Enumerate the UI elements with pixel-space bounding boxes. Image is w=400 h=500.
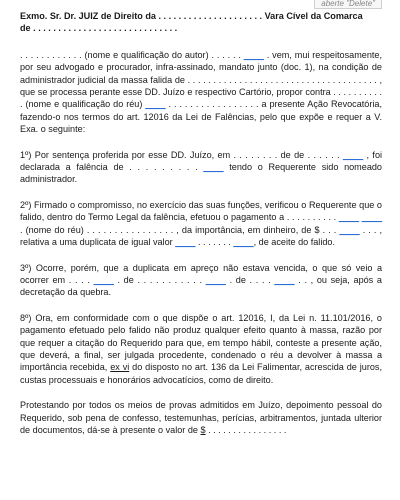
blank-field-link[interactable]: ____ <box>243 49 264 60</box>
p5-text-a: Protestando por todos os meios de provas admitidos em Juízo, depoimento pessoal do Requerido, sob pena de confesso, testemunhas, perícias, arbitramentos, juntada ulterior de documentos, dá-se à presente o valor de <box>20 400 382 435</box>
p3-text-a: 3º) Ocorre, porém, que a duplicata em apreço não estava vencida, o que só veio a ocorrer em . . . . <box>20 262 382 285</box>
blank-field-link[interactable]: ____ <box>205 274 226 285</box>
blank-field-link[interactable]: ____ <box>93 274 114 285</box>
blank-field-link[interactable]: ____ <box>274 274 295 285</box>
p2-text-c: . . . , relativa a uma duplicata de igual valor <box>20 224 383 248</box>
heading-line-2: de . . . . . . . . . . . . . . . . . . . . . . . . . . . . . <box>20 23 178 34</box>
blank-field-link[interactable]: ____ <box>233 237 254 248</box>
p2-text-b: . (nome do réu) . . . . . . . . . . . . . . . . , da importância, em dinheiro, de $ . . . <box>20 224 337 235</box>
blank-field-link[interactable]: ____ <box>145 99 166 110</box>
blank-field-link[interactable]: ____ <box>175 237 196 248</box>
paragraph-intro <box>20 49 382 136</box>
blank-field-link[interactable]: ____ <box>203 162 224 173</box>
document-body <box>20 10 382 449</box>
paragraph-4 <box>20 312 382 386</box>
p4-text-a: 8º) Ora, em conformidade com o que dispõe o art. 12016, I, da Lei n. 11.101/2016, o pagamento efetuado pelo falido não produz qualquer efeito quanto à massa, razão por que requer a citação do Requerido para que, em tempo hábil, conteste a presente ação, que deverá, a final, ser julgada procedente, condenado o réu a devolver à massa a importância recebida, <box>20 312 382 373</box>
tab-hint-label: aberte "Delete" <box>314 0 382 9</box>
blank-field-link[interactable]: ____ <box>339 224 360 235</box>
heading-line-1: Exmo. Sr. Dr. JUIZ de Direito da . . . . . . . . . . . . . . . . . . . . . Vara Cível da Comarca <box>20 11 363 21</box>
intro-text-a: . . . . . . . . . . . . (nome e qualificação do autor) . . . . . . <box>20 49 241 60</box>
p5-currency: $ <box>200 424 206 435</box>
p4-text-b: do disposto no art. 136 da Lei Falimentar, acrescida de juros, custas processuais e honorários advocatícios, como de direito. <box>20 362 382 385</box>
blank-field-link[interactable]: ____ <box>338 212 360 223</box>
intro-text-c: . . . . . . . . . . . . . . . . . a presente Ação Revocatória, fazendo-o nos termos do art. 12016 da Lei de Falências, pelo que expõe e requer a V. Exa. o seguinte: <box>20 99 382 135</box>
p1-text-a: 1º) Por sentença proferida por esse DD. Juízo, em . . . . . . . . de <box>20 149 291 160</box>
p1-text-c: , foi declarada a falência de . . . . . . . . . <box>20 149 383 173</box>
document-heading <box>20 10 382 35</box>
p2-text-e: , de aceite do falido. <box>253 237 335 248</box>
top-toolbar-strip <box>0 0 400 8</box>
paragraph-5 <box>20 399 382 436</box>
p3-text-d: . . , ou seja, após a decretação da quebra. <box>20 274 382 298</box>
p2-text-a: 2º) Firmado o compromisso, no exercício das suas funções, verificou o Requerente que o falido, dentro do Termo Legal da falência, efetuou o pagamento a . . . . . . . . . . <box>20 199 382 223</box>
blank-field-link[interactable]: ____ <box>342 149 364 160</box>
paragraph-3 <box>20 262 382 299</box>
p2-text-d: . . . . . . . <box>197 237 231 248</box>
blank-field-link[interactable]: ____ <box>361 212 383 223</box>
p1-text-b: de . . . . . . <box>294 149 340 160</box>
p5-text-b: . . . . . . . . . . . . . . . . <box>208 424 287 435</box>
intro-text-b: . vem, mui respeitosamente, por seu advogado e procurador, infra-assinado, mandato junto (doc. 1), na condição de administrador judicial da massa falida de . . . . . . . . . . . . . . . . . . . . . . . . . . . . . . . . . . . . . , que se processa perante esse DD. Juízo e respectivo Cartório, propor contra . . . . . . . . . . . (nome e qualificação do réu) <box>20 49 382 110</box>
paragraph-2 <box>20 199 382 249</box>
paragraph-1 <box>20 149 382 186</box>
p4-ex-vi: ex vi <box>110 362 130 373</box>
p3-text-c: . de . . . . <box>229 274 271 285</box>
p1-text-d: tendo o Requerente sido nomeado administrador. <box>20 162 382 185</box>
p3-text-b: . de . . . . . . . . . . . <box>117 274 202 285</box>
